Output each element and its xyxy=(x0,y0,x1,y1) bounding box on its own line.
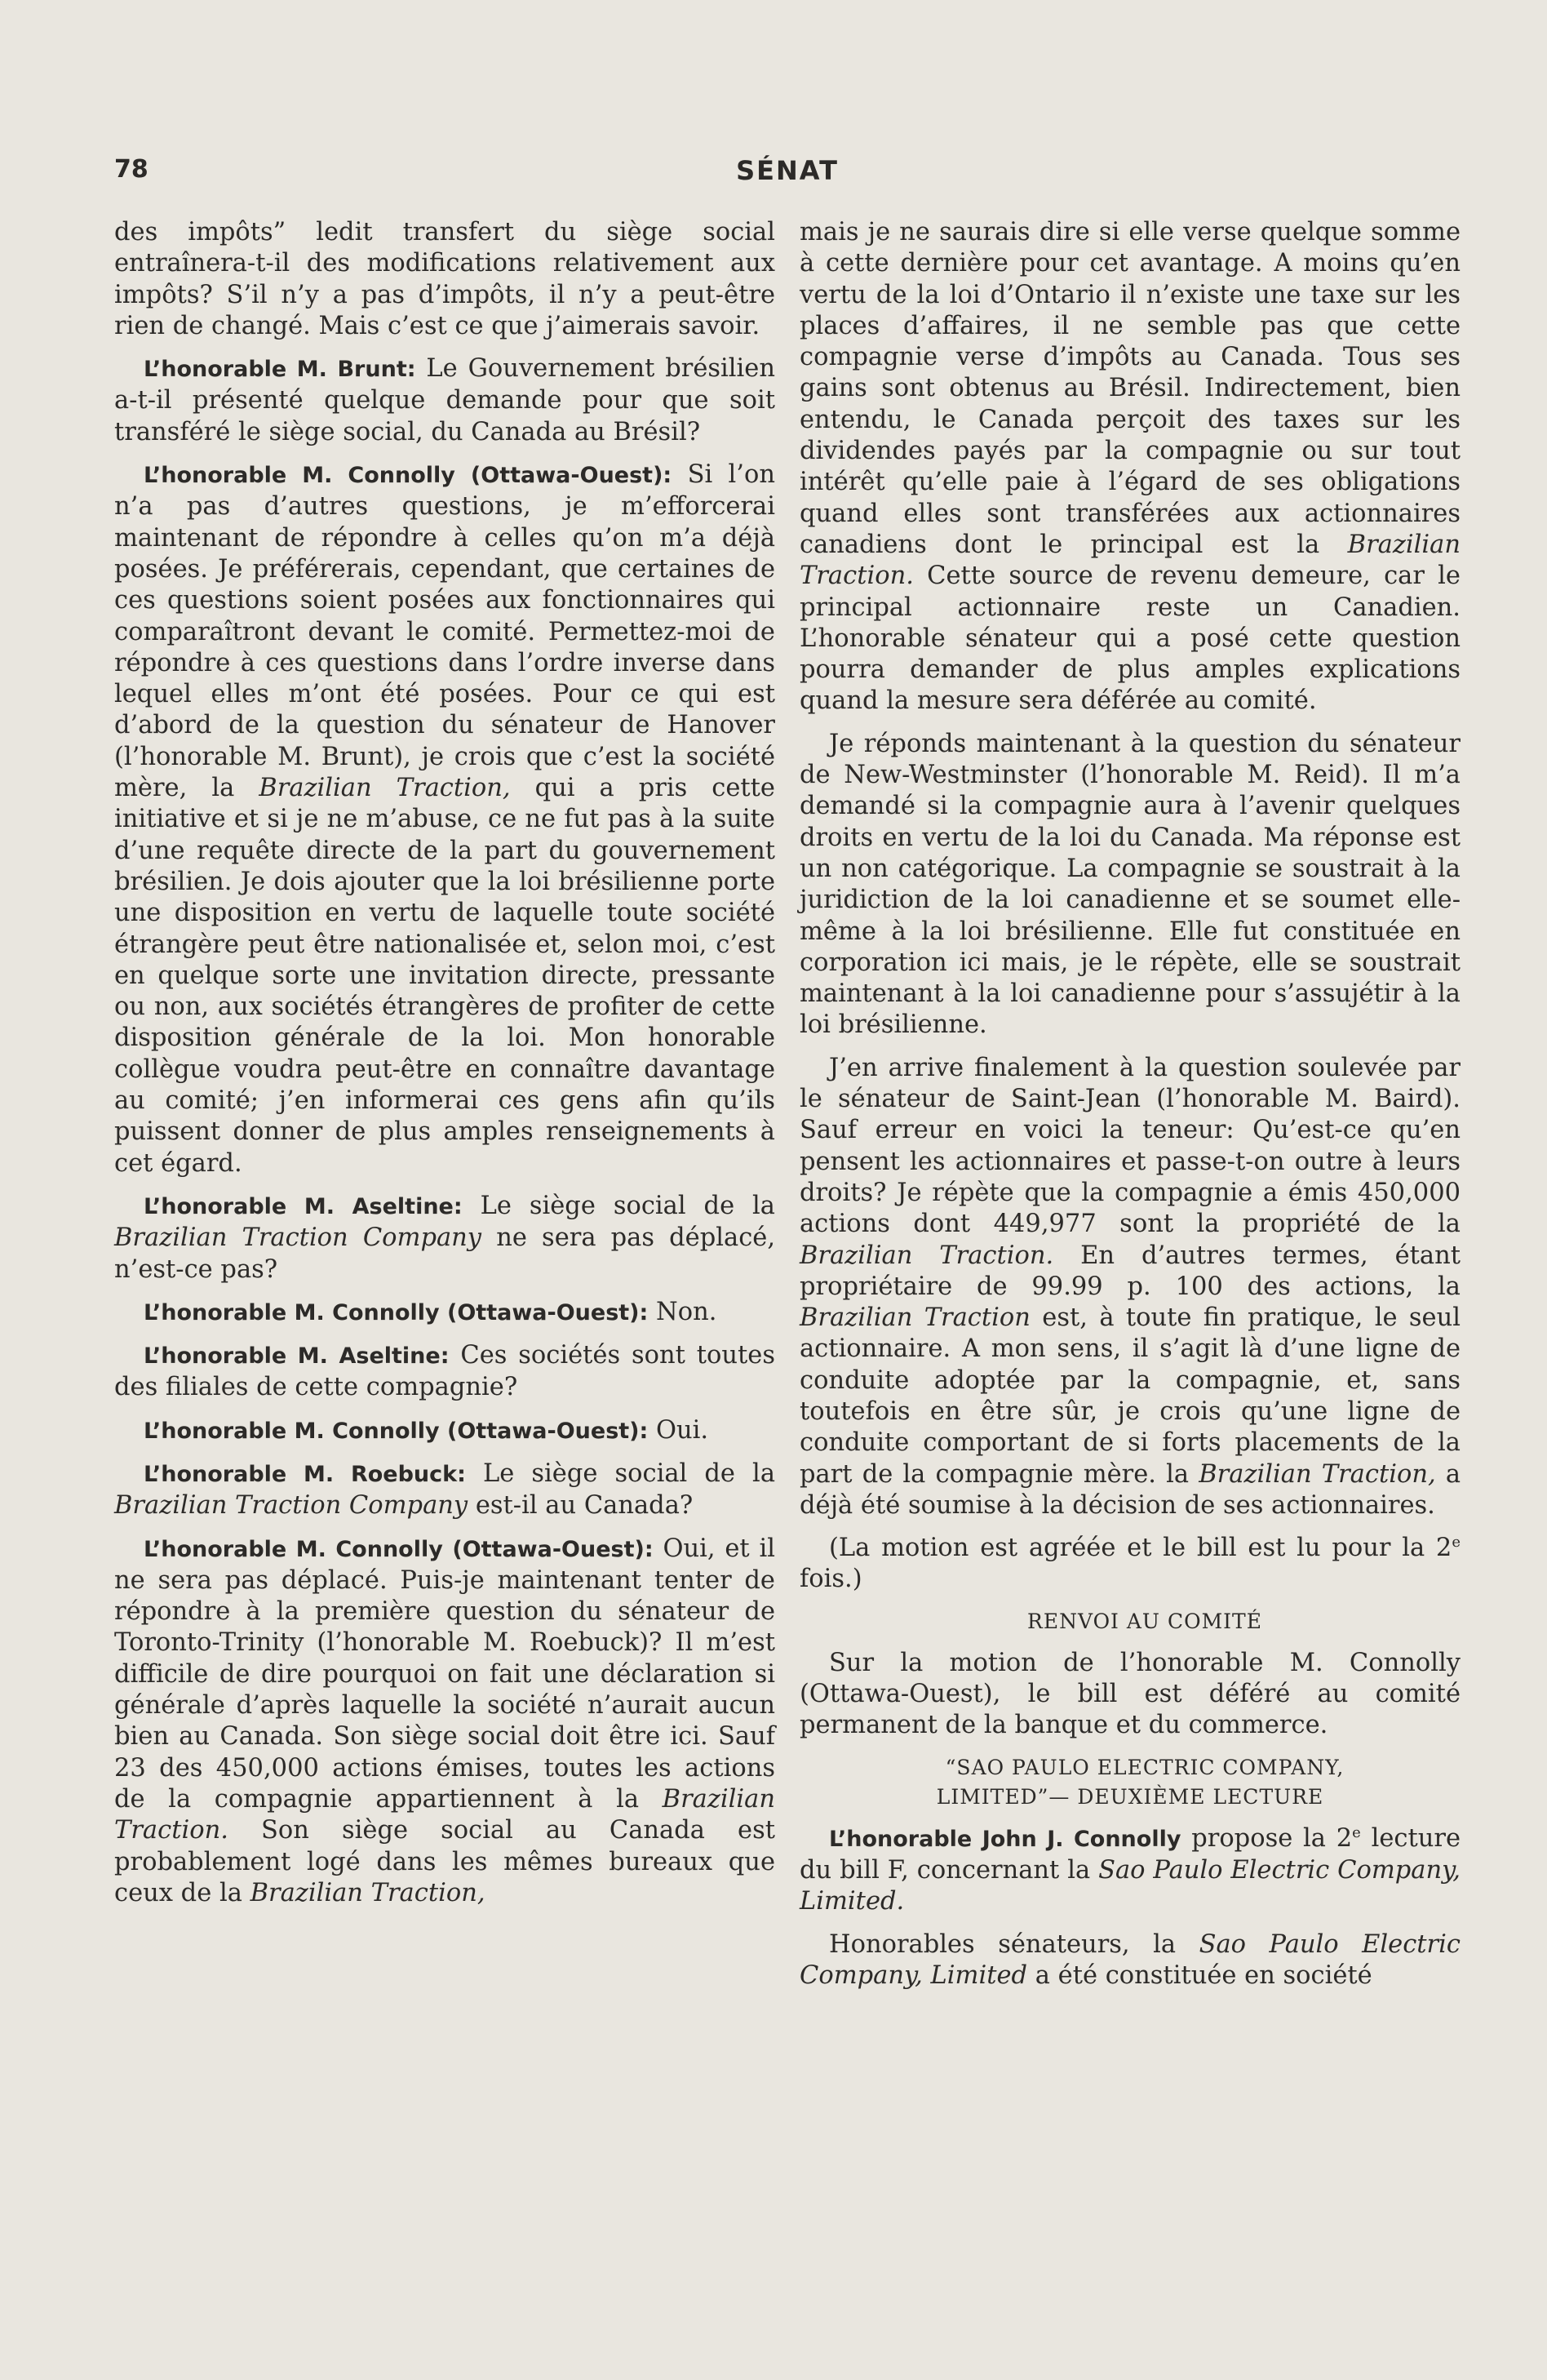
right-column xyxy=(800,217,1461,2003)
paragraph: Honorables sénateurs, la Sao Paulo Electric Company, Limited a été constituée en société xyxy=(800,1929,1461,1990)
running-title: SÉNAT xyxy=(736,155,839,186)
paragraph: Sur la motion de l’honorable M. Connolly (Ottawa-Ouest), le bill est déféré au comité permanent de la banque et du commerce. xyxy=(800,1648,1461,1740)
section-heading: “SAO PAULO ELECTRIC COMPANY, LIMITED”— DEUXIÈME LECTURE xyxy=(936,1755,1345,1809)
speaker-name: L’honorable M. Aseltine: xyxy=(144,1193,463,1219)
paragraph: (La motion est agréée et le bill est lu pour la 2e fois.) xyxy=(800,1534,1461,1594)
speaker-name: L’honorable M. Connolly (Ottawa-Ouest): xyxy=(144,1536,654,1562)
speaker-name: L’honorable M. Roebuck: xyxy=(144,1461,466,1487)
speaker-name: L’honorable M. Connolly (Ottawa-Ouest): xyxy=(144,463,672,489)
section-heading: RENVOI AU COMITÉ xyxy=(1027,1609,1262,1633)
paragraph: L’honorable M. Connolly (Ottawa-Ouest): Non. xyxy=(144,1297,717,1326)
paragraph: des impôts” ledit transfert du siège social entraînera-t-il des modifications relativement aux impôts? S’il n’y a pas d’impôts, il n’y a peut-être rien de changé. Mais c’est ce que j’aimerais savoir. xyxy=(114,218,775,340)
paragraph: L’honorable M. Aseltine: Le siège social de la Brazilian Traction Company ne sera pas déplacé, n’est-ce pas? xyxy=(114,1191,776,1284)
speaker-name: L’honorable M. Connolly (Ottawa-Ouest): xyxy=(144,1299,649,1325)
paragraph: Je réponds maintenant à la question du sénateur de New-Westminster (l’honorable M. Reid). Il m’a demandé si la compagnie aura à l’avenir quelques droits en vertu de la loi du Canada. Ma réponse est un non catégorique. La compagnie se soustrait à la juridiction de la loi canadienne et se soumet elle-même à la loi brésilienne. Elle fut constituée en corporation ici mais, je le répète, elle se soustrait maintenant à la loi canadienne pour s’assujétir à la loi brésilienne. xyxy=(800,729,1461,1040)
paragraph: L’honorable John J. Connolly propose la 2e lecture du bill F, concernant la Sao Paulo Electric Company, Limited. xyxy=(800,1823,1461,1916)
speaker-name: L’honorable M. Connolly (Ottawa-Ouest): xyxy=(144,1418,649,1444)
paragraph: L’honorable M. Aseltine: Ces sociétés sont toutes des filiales de cette compagnie? xyxy=(114,1341,775,1402)
paragraph: L’honorable M. Connolly (Ottawa-Ouest): Oui. xyxy=(144,1415,709,1445)
paragraph: L’honorable M. Brunt: Le Gouvernement brésilien a-t-il présenté quelque demande pour que soit transféré le siège social, du Canada au Brésil? xyxy=(114,354,775,446)
speaker-name: L’honorable M. Aseltine: xyxy=(144,1343,450,1370)
page-header xyxy=(114,155,1461,196)
paragraph: L’honorable M. Connolly (Ottawa-Ouest): Si l’on n’a pas d’autres questions, je m’efforcerai maintenant de répondre à celles qu’on m’a déjà posées. Je préférerais, cependant, que certaines de ces questions soient posées aux fonctionnaires qui comparaîtront devant le comité. Permettez-moi de répondre à ces questions dans l’ordre inverse dans lequel elles m’ont été posées. Pour ce qui est d’abord de la question du sénateur de Hanover (l’honorable M. Brunt), je crois que c’est la société mère, la Brazilian Traction, qui a pris cette initiative et si je ne m’abuse, ce ne fut pas à la suite d’une requête directe de la part du gouvernement brésilien. Je dois ajouter que la loi brésilienne porte une disposition en vertu de laquelle toute société étrangère peut être nationalisée et, selon moi, c’est en quelque sorte une invitation directe, pressante ou non, aux sociétés étrangères de profiter de cette disposition générale de la loi. Mon honorable collègue voudra peut-être en connaître davantage au comité; j’en informerai ces gens afin qu’ils puissent donner de plus amples renseignements à cet égard. xyxy=(114,460,775,1178)
paragraph: L’honorable M. Connolly (Ottawa-Ouest): Oui, et il ne sera pas déplacé. Puis-je maintenant tenter de répondre à la première question du sénateur de Toronto-Trinity (l’honorable M. Roebuck)? Il m’est difficile de dire pourquoi on fait une déclaration si générale d’après laquelle la société n’aurait aucun bien au Canada. Son siège social doit être ici. Sauf 23 des 450,000 actions émises, toutes les actions de la compagnie appartiennent à la Brazilian Traction. Son siège social au Canada est probablement logé dans les mêmes bureaux que ceux de la Brazilian Traction, xyxy=(114,1534,776,1907)
speaker-name: L’honorable M. Brunt: xyxy=(144,357,416,383)
left-column xyxy=(114,217,775,1920)
paragraph: J’en arrive finalement à la question soulevée par le sénateur de Saint-Jean (l’honorable M. Baird). Sauf erreur en voici la teneur: Qu’est-ce qu’en pensent les actionnaires et passe-t-on outre à leurs droits? Je répète que la compagnie a émis 450,000 actions dont 449,977 sont la propriété de la Brazilian Traction. En d’autres termes, étant propriétaire de 99.99 p. 100 des actions, la Brazilian Traction est, à toute fin pratique, le seul actionnaire. A mon sens, il s’agit là d’une ligne de conduite adoptée par la compagnie, et, sans toutefois en être sûr, je crois qu’une ligne de conduite comportant de si forts placements de la part de la compagnie mère. la Brazilian Traction, a déjà été soumise à la décision de ses actionnaires. xyxy=(800,1053,1461,1520)
paragraph: L’honorable M. Roebuck: Le siège social de la Brazilian Traction Company est-il au Canada? xyxy=(114,1459,775,1521)
speaker-name: L’honorable John J. Connolly xyxy=(829,1826,1181,1852)
page-number: 78 xyxy=(114,155,148,184)
paragraph: mais je ne saurais dire si elle verse quelque somme à cette dernière pour cet avantage. A moins qu’en vertu de la loi d’Ontario il n’existe une taxe sur les places d’affaires, il ne semble pas que cette compagnie verse d’impôts au Canada. Tous ses gains sont obtenus au Brésil. Indirectement, bien entendu, le Canada perçoit des taxes sur les dividendes payés par la compagnie ou sur tout intérêt qu’elle paie à l’égard de ses obligations quand elles sont transférées aux actionnaires canadiens dont le principal est la Brazilian Traction. Cette source de revenu demeure, car le principal actionnaire reste un Canadien. L’honorable sénateur qui a posé cette question pourra demander de plus amples explications quand la mesure sera déférée au comité. xyxy=(800,218,1461,716)
